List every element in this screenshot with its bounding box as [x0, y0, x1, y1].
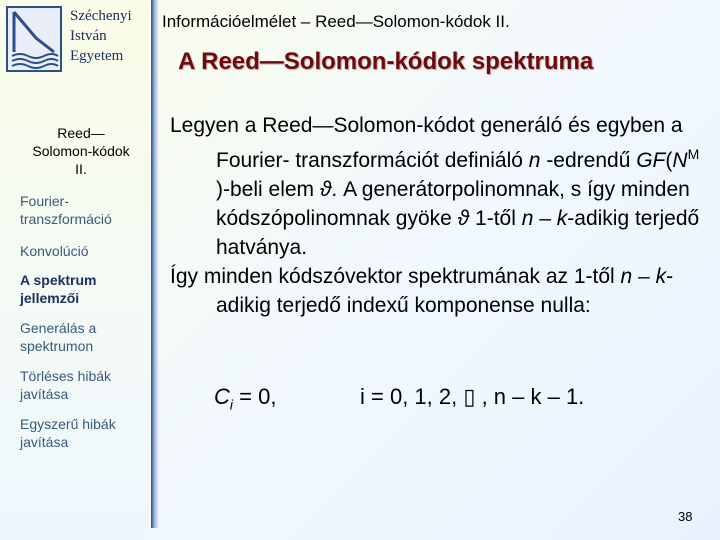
text-span: -edrendű — [540, 149, 637, 172]
course-title: Információelmélet – Reed—Solomon-kódok II. — [162, 12, 510, 31]
sidebar-item-fourier[interactable] — [20, 192, 112, 228]
text-span: -adikig terjedő indexű komponense nulla: — [216, 265, 674, 317]
sidebar — [0, 0, 150, 540]
nav-label-line: jellemzői — [20, 290, 80, 306]
math-n-minus-k: n – k — [620, 265, 667, 288]
ellipsis-box-icon: ▯ — [463, 384, 476, 409]
page-number: 38 — [678, 509, 693, 524]
formula-left — [214, 384, 277, 413]
nav-label-line: spektrumon — [20, 338, 94, 354]
sidebar-divider — [151, 0, 159, 528]
nav-label-line: A spektrum — [20, 272, 97, 288]
nav-label-line: Egyszerű hibák — [20, 416, 116, 432]
sidebar-item-torleses-hibak[interactable] — [20, 367, 111, 403]
nav-label-line: javítása — [20, 386, 69, 402]
paragraph-2 — [170, 262, 710, 320]
math-eq: = 0, — [233, 384, 277, 409]
formula — [214, 384, 585, 413]
paragraph-1 — [170, 111, 710, 262]
math-M: M — [687, 146, 700, 162]
text-span: 1-től — [469, 207, 522, 230]
math-C: C — [214, 384, 230, 409]
nav-label-line: Konvolúció — [20, 243, 89, 259]
math-gf: GF — [636, 149, 666, 172]
text-span: -adikig terjedő hatványa. — [216, 207, 700, 259]
math-n-minus-k: n – k — [521, 207, 568, 230]
text-span: Így minden kódszóvektor spektrumának az 1-től — [170, 265, 621, 288]
nav-label-line: II. — [75, 161, 87, 177]
university-logo-icon — [6, 6, 62, 72]
nav-label-line: Generálás a — [20, 320, 97, 336]
sidebar-item-egyszeru-hibak[interactable] — [20, 415, 116, 451]
sidebar-item-generalas[interactable] — [20, 319, 96, 355]
slide-title: A Reed—Solomon-kódok spektruma — [178, 48, 594, 75]
text-span: )-beli elem — [216, 178, 320, 201]
university-line-3: Egyetem — [70, 48, 124, 64]
nav-label-line: Reed— — [57, 125, 105, 141]
nav-label-line: Törléses hibák — [20, 368, 112, 384]
math-N: N — [672, 149, 688, 172]
university-line-1: Széchenyi — [70, 8, 132, 24]
nav-label-line: Solomon-kódok — [32, 143, 130, 159]
math-range-tail: , n – k – 1. — [475, 384, 585, 409]
sidebar-item-spektrum[interactable] — [20, 271, 97, 307]
sidebar-item-konvolucio[interactable] — [20, 242, 89, 260]
slide-content — [170, 111, 710, 320]
math-theta: ϑ — [319, 178, 332, 201]
sidebar-section-header — [12, 124, 150, 178]
text-span: Legyen a Reed—Solomon-kódot generáló és egyben a Fourier- transzformációt definiáló — [170, 114, 683, 172]
math-theta: ϑ — [457, 207, 470, 230]
formula-right — [360, 384, 584, 410]
nav-label-line: Fourier- — [20, 193, 70, 209]
math-n: n — [528, 149, 541, 172]
nav-label-line: transzformáció — [20, 211, 112, 227]
math-sub-i: i — [229, 396, 234, 413]
university-name — [70, 6, 148, 66]
university-line-2: István — [70, 28, 107, 44]
nav-label-line: javítása — [20, 434, 69, 450]
math-range: i = 0, 1, 2, — [360, 384, 464, 409]
text-span: ( — [665, 149, 673, 172]
text-span: . A generátorpolinomnak, s így minden kódszópolinomnak gyöke — [216, 178, 690, 230]
